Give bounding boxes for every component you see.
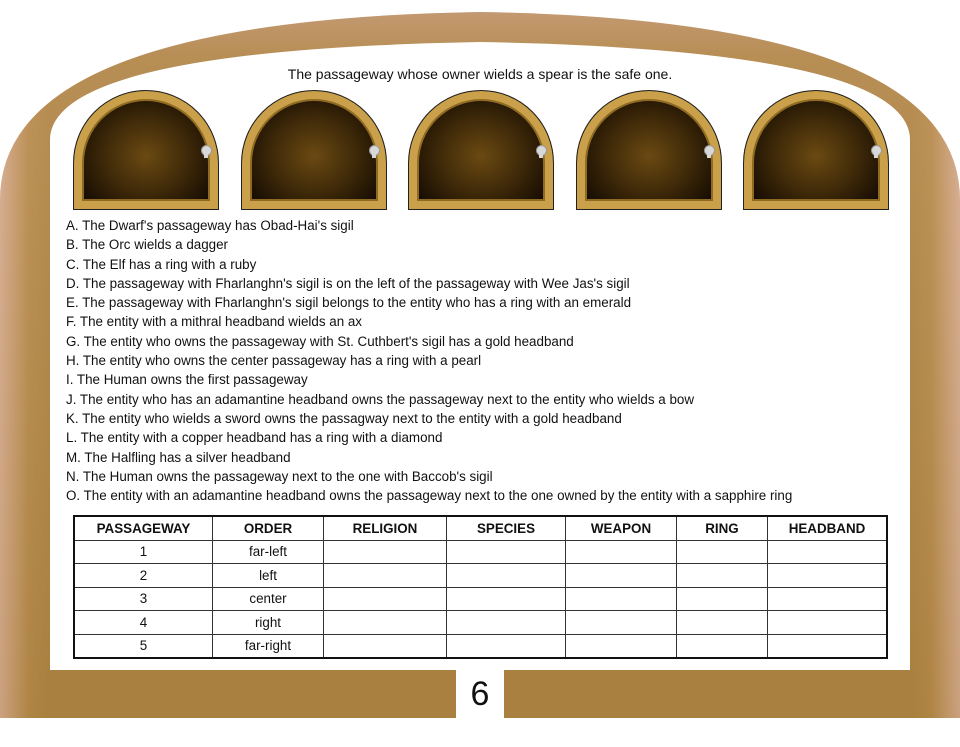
table-row <box>74 587 887 611</box>
cell-headband[interactable] <box>768 540 888 564</box>
clue-item: L. The entity with a copper headband has a ring with a diamond <box>66 430 443 446</box>
cell-religion[interactable] <box>324 540 447 564</box>
clue-item: B. The Orc wields a dagger <box>66 237 229 253</box>
header-weapon: WEAPON <box>566 516 677 540</box>
solution-grid <box>73 515 888 659</box>
cell-order: far-left <box>213 540 324 564</box>
cell-ring[interactable] <box>677 634 768 658</box>
clue-item: C. The Elf has a ring with a ruby <box>66 256 257 272</box>
cell-weapon[interactable] <box>566 634 677 658</box>
cell-weapon[interactable] <box>566 564 677 588</box>
puzzle-goal: The passageway whose owner wields a spear is the safe one. <box>287 66 673 82</box>
cell-weapon[interactable] <box>566 587 677 611</box>
cell-weapon[interactable] <box>566 540 677 564</box>
cell-species[interactable] <box>447 587 566 611</box>
clue-item: G. The entity who owns the passageway with St. Cuthbert's sigil has a gold headband <box>66 333 574 349</box>
cell-ring[interactable] <box>677 611 768 635</box>
clue-item: K. The entity who wields a sword owns the passagway next to the entity with a gold headband <box>66 410 622 426</box>
cell-headband[interactable] <box>768 611 888 635</box>
clue-item: F. The entity with a mithral headband wields an ax <box>66 314 362 330</box>
clue-item: E. The passageway with Fharlanghn's sigil belongs to the entity who has a ring with an emerald <box>66 295 632 311</box>
cell-order: right <box>213 611 324 635</box>
clue-item: N. The Human owns the passageway next to the one with Baccob's sigil <box>66 468 493 484</box>
cell-ring[interactable] <box>677 587 768 611</box>
cell-passageway: 3 <box>74 587 213 611</box>
keyhole-icon <box>536 145 547 156</box>
clue-list <box>66 216 906 505</box>
cell-religion[interactable] <box>324 634 447 658</box>
table-row <box>74 540 887 564</box>
cell-headband[interactable] <box>768 587 888 611</box>
header-ring: RING <box>677 516 768 540</box>
cell-order: left <box>213 564 324 588</box>
cell-religion[interactable] <box>324 564 447 588</box>
keyhole-icon <box>201 145 212 156</box>
cell-ring[interactable] <box>677 540 768 564</box>
header-headband: HEADBAND <box>768 516 888 540</box>
cell-species[interactable] <box>447 564 566 588</box>
cell-ring[interactable] <box>677 564 768 588</box>
cell-order: center <box>213 587 324 611</box>
keyhole-icon <box>871 145 882 156</box>
clue-item: I. The Human owns the first passageway <box>66 372 308 388</box>
cell-passageway: 5 <box>74 634 213 658</box>
cell-species[interactable] <box>447 540 566 564</box>
clue-item: O. The entity with an adamantine headband owns the passageway next to the one owned by the entity with a sapphire ring <box>66 488 793 504</box>
clue-item: J. The entity who has an adamantine headband owns the passageway next to the entity who wields a bow <box>66 391 695 407</box>
table-row <box>74 611 887 635</box>
header-passageway: PASSAGEWAY <box>74 516 213 540</box>
cell-order: far-right <box>213 634 324 658</box>
cell-species[interactable] <box>447 611 566 635</box>
table-row <box>74 634 887 658</box>
keyhole-icon <box>369 145 380 156</box>
cell-species[interactable] <box>447 634 566 658</box>
cell-religion[interactable] <box>324 611 447 635</box>
page-number: 6 <box>456 670 504 718</box>
cell-headband[interactable] <box>768 564 888 588</box>
cell-weapon[interactable] <box>566 611 677 635</box>
cell-passageway: 2 <box>74 564 213 588</box>
table-row <box>74 564 887 588</box>
clue-item: D. The passageway with Fharlanghn's sigil is on the left of the passageway with Wee Jas's sigil <box>66 275 630 291</box>
cell-religion[interactable] <box>324 587 447 611</box>
clue-item: A. The Dwarf's passageway has Obad-Hai's sigil <box>66 218 354 233</box>
cell-passageway: 1 <box>74 540 213 564</box>
grid-header-row <box>74 516 887 540</box>
header-order: ORDER <box>213 516 324 540</box>
clue-item: H. The entity who owns the center passageway has a ring with a pearl <box>66 353 482 369</box>
cell-headband[interactable] <box>768 634 888 658</box>
clue-item: M. The Halfling has a silver headband <box>66 449 291 465</box>
cell-passageway: 4 <box>74 611 213 635</box>
header-religion: RELIGION <box>324 516 447 540</box>
header-species: SPECIES <box>447 516 566 540</box>
keyhole-icon <box>704 145 715 156</box>
